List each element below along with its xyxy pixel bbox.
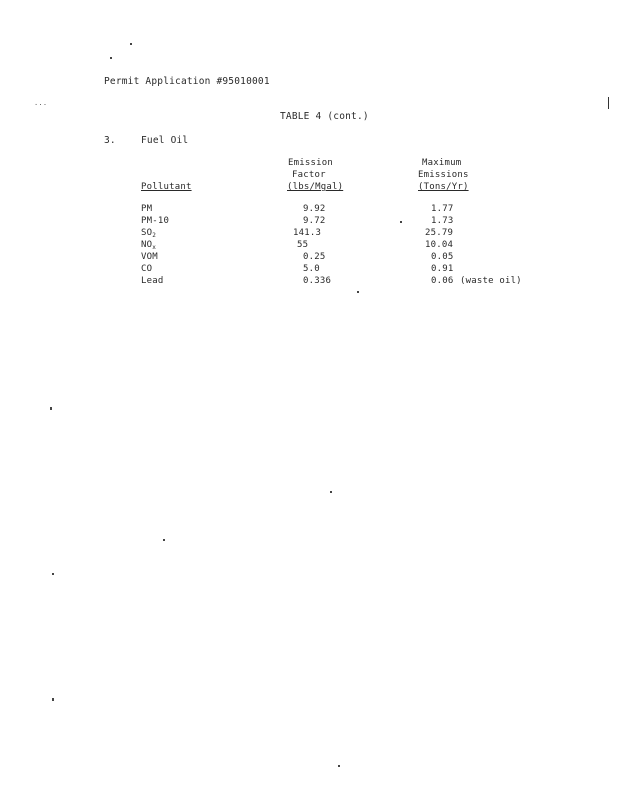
table-title: TABLE 4 (cont.) (280, 111, 369, 122)
max-header-line1: Maximum (422, 158, 462, 168)
pollutant-cell: $SO_2$ (141, 228, 157, 239)
factor-header-line3: (lbs/Mgal) (287, 182, 344, 192)
scan-speck (163, 539, 165, 541)
margin-marker: ... (34, 99, 48, 107)
scan-speck (50, 407, 52, 410)
table-row (0, 240, 618, 251)
table-row (0, 264, 618, 275)
max-cell: 10.04 (425, 240, 454, 250)
pollutant-cell: PM (141, 204, 153, 214)
factor-header-line1: Emission (288, 158, 333, 168)
max-header-line3: (Tons/Yr) (418, 182, 469, 192)
pollutant-cell: VOM (141, 252, 158, 262)
table-row (0, 216, 618, 227)
scan-speck (357, 291, 359, 293)
factor-cell: 9.72 (303, 216, 326, 226)
factor-cell: 5.0 (303, 264, 320, 274)
max-cell: 1.73 (431, 216, 454, 226)
section-title: Fuel Oil (141, 135, 189, 146)
document-header: Permit Application #95010001 (104, 76, 270, 87)
scan-speck (130, 43, 132, 45)
scan-speck (338, 765, 340, 767)
scan-speck (52, 698, 54, 701)
factor-cell: 0.25 (303, 252, 326, 262)
factor-cell: 141.3 (293, 228, 322, 238)
table-row (0, 204, 618, 215)
max-cell: 0.05 (431, 252, 454, 262)
pollutant-cell: CO (141, 264, 153, 274)
pollutant-header: Pollutant (141, 182, 192, 192)
scan-speck (52, 573, 54, 575)
pollutant-cell: $NO_x$ (141, 240, 157, 251)
pollutant-cell: PM-10 (141, 216, 170, 226)
factor-cell: 9.92 (303, 204, 326, 214)
section-number: 3. (104, 135, 116, 146)
factor-cell: 55 (297, 240, 309, 250)
note-cell: (waste oil) (460, 276, 522, 286)
scan-speck (110, 57, 112, 59)
max-header-line2: Emissions (418, 170, 469, 180)
max-cell: 25.79 (425, 228, 454, 238)
max-cell: 1.77 (431, 204, 454, 214)
pollutant-cell: Lead (141, 276, 164, 286)
max-cell: 0.06 (431, 276, 454, 286)
factor-cell: 0.336 (303, 276, 332, 286)
factor-header-line2: Factor (292, 170, 326, 180)
scan-speck (330, 491, 332, 493)
max-cell: 0.91 (431, 264, 454, 274)
table-row (0, 252, 618, 263)
table-row (0, 228, 618, 239)
table-row (0, 276, 618, 287)
edge-mark (608, 97, 609, 109)
